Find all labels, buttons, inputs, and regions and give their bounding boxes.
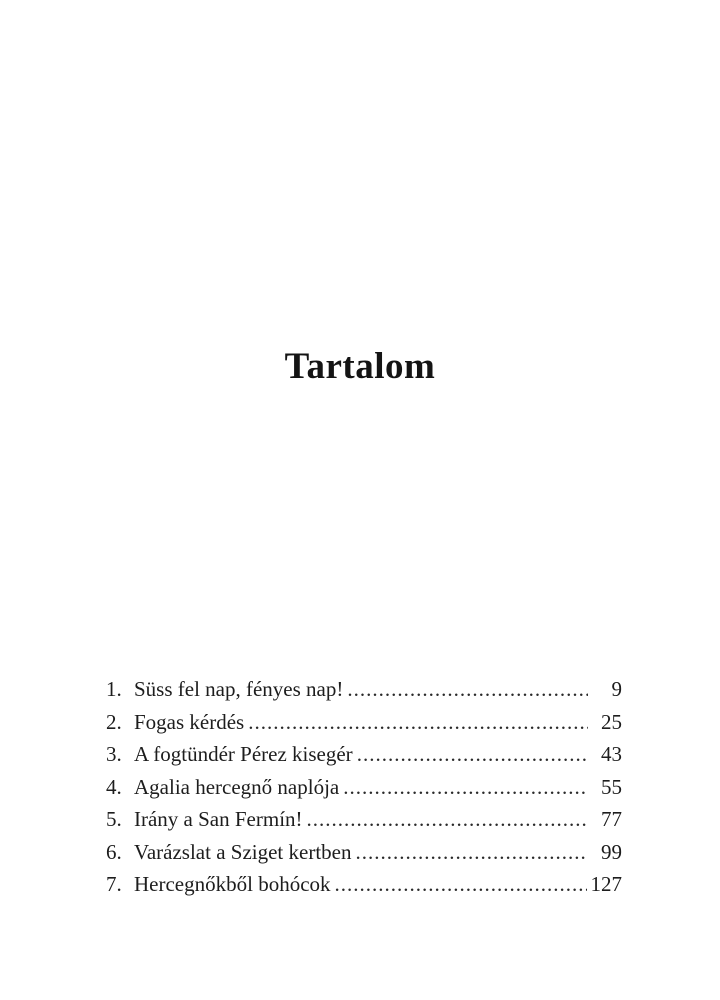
- toc-entry-page: 99: [601, 839, 622, 864]
- toc-entry: [106, 775, 622, 808]
- toc-entry-title: Irány a San Fermín!: [134, 807, 303, 831]
- toc-entry: [106, 742, 622, 775]
- toc-entry-page: 77: [601, 807, 622, 831]
- toc-dot-leader: [335, 872, 587, 897]
- toc-entry-page: 55: [601, 774, 622, 799]
- toc-entry-number: 7.: [106, 872, 122, 896]
- toc-dot-leader: [356, 840, 589, 865]
- toc-entry-number: 2.: [106, 709, 122, 734]
- toc-entry-title: Hercegnőkből bohócok: [134, 872, 331, 896]
- toc-entry-page: 9: [611, 677, 622, 701]
- table-of-contents: [106, 677, 622, 905]
- toc-dot-leader: [343, 775, 588, 800]
- toc-entry-page: 127: [590, 872, 622, 896]
- toc-entry-title: A fogtündér Pérez kisegér: [134, 742, 353, 766]
- toc-entry-title: Fogas kérdés: [134, 709, 245, 734]
- toc-entry: [106, 710, 622, 743]
- toc-entry: [106, 872, 622, 905]
- toc-entry-page: 25: [601, 709, 622, 734]
- page-title: Tartalom: [284, 346, 436, 387]
- toc-dot-leader: [357, 742, 588, 767]
- toc-entry-number: 6.: [106, 839, 122, 864]
- toc-entry-number: 4.: [106, 774, 122, 799]
- toc-entry-title: Varázslat a Sziget kertben: [134, 839, 352, 864]
- toc-entry-title: Süss fel nap, fényes nap!: [134, 677, 344, 701]
- toc-entry-number: 1.: [106, 677, 122, 701]
- toc-entry: [106, 840, 622, 873]
- toc-entry-number: 5.: [106, 807, 122, 831]
- toc-dot-leader: [307, 807, 588, 832]
- toc-entry: [106, 677, 622, 710]
- toc-entry-page: 43: [601, 742, 622, 766]
- toc-dot-leader: [347, 677, 588, 702]
- toc-entry-title: Agalia hercegnő naplója: [134, 774, 340, 799]
- toc-dot-leader: [248, 710, 588, 735]
- toc-entry: [106, 807, 622, 840]
- toc-entry-number: 3.: [106, 742, 122, 766]
